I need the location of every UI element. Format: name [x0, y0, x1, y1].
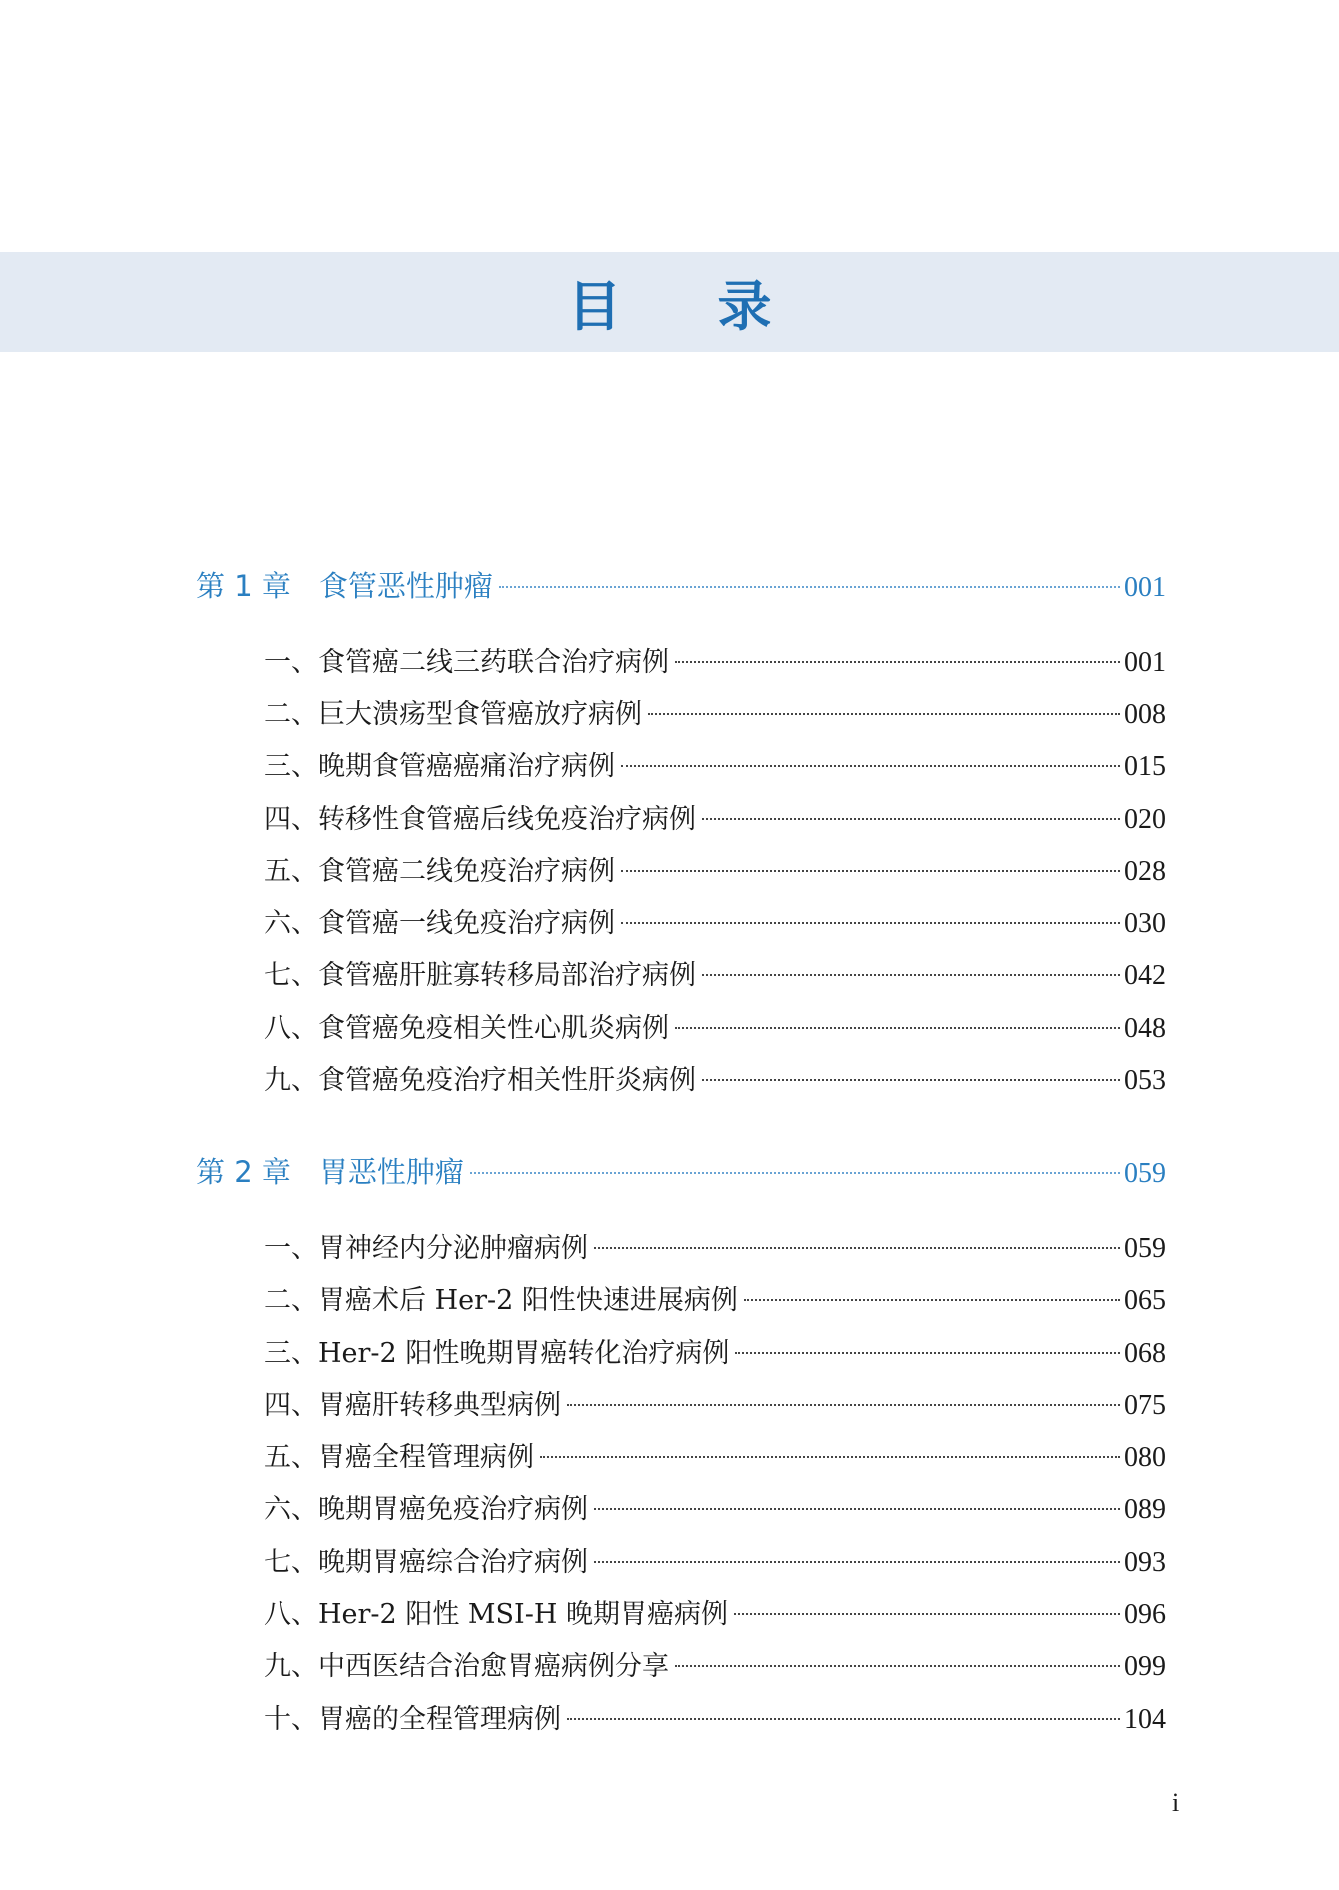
entry-title: 四、胃癌肝转移典型病例: [264, 1390, 561, 1421]
dot-leader: [734, 1613, 1120, 1615]
title-char-2: 录: [717, 274, 772, 338]
entry-title: 一、胃神经内分泌肿瘤病例: [264, 1233, 588, 1264]
entry-page: 015: [1124, 751, 1166, 782]
entry-title: 六、晚期胃癌免疫治疗病例: [264, 1494, 588, 1525]
dot-leader: [675, 1027, 1120, 1029]
entry-title: 四、转移性食管癌后线免疫治疗病例: [264, 804, 696, 835]
dot-leader: [675, 661, 1120, 663]
entry-page: 020: [1124, 804, 1166, 835]
chapter-page: 059: [1124, 1158, 1166, 1189]
dot-leader: [567, 1718, 1120, 1720]
toc-entry[interactable]: [264, 797, 1166, 836]
toc-entry[interactable]: [264, 1331, 1166, 1370]
entry-title: 七、晚期胃癌综合治疗病例: [264, 1547, 588, 1578]
dot-leader: [594, 1247, 1120, 1249]
entry-page: 059: [1124, 1233, 1166, 1264]
dot-leader: [648, 713, 1120, 715]
entry-page: 104: [1124, 1704, 1166, 1735]
entry-page: 048: [1124, 1013, 1166, 1044]
entry-page: 096: [1124, 1599, 1166, 1630]
entry-page: 089: [1124, 1494, 1166, 1525]
chapter-number: 第 2 章: [196, 1155, 291, 1189]
chapter-title: 胃恶性肿瘤: [318, 1155, 464, 1189]
entry-title: 五、食管癌二线免疫治疗病例: [264, 856, 615, 887]
toc-entry[interactable]: [264, 1058, 1166, 1097]
entry-title: 五、胃癌全程管理病例: [264, 1442, 534, 1473]
dot-leader: [744, 1299, 1120, 1301]
entry-title: 一、食管癌二线三药联合治疗病例: [264, 647, 669, 678]
toc-entry[interactable]: [264, 953, 1166, 992]
entry-page: 099: [1124, 1651, 1166, 1682]
dot-leader: [702, 1079, 1120, 1081]
toc-entry[interactable]: [264, 1226, 1166, 1265]
toc-entry[interactable]: [264, 692, 1166, 731]
chapter-1-heading: [196, 564, 493, 605]
dot-leader: [499, 586, 1120, 588]
entry-page: 080: [1124, 1442, 1166, 1473]
entry-page: 042: [1124, 960, 1166, 991]
entry-page: 075: [1124, 1390, 1166, 1421]
toc-entry[interactable]: [264, 640, 1166, 679]
page-number: i: [1172, 1788, 1180, 1817]
toc-entry[interactable]: [264, 1006, 1166, 1045]
dot-leader: [540, 1456, 1120, 1458]
entry-page: 008: [1124, 699, 1166, 730]
title-char-1: 目: [567, 274, 622, 338]
dot-leader: [594, 1508, 1120, 1510]
dot-leader: [702, 974, 1120, 976]
entry-title: 八、食管癌免疫相关性心肌炎病例: [264, 1013, 669, 1044]
toc-entry[interactable]: [264, 1644, 1166, 1683]
toc-chapter-1[interactable]: [196, 564, 1166, 605]
toc-entry[interactable]: [264, 744, 1166, 783]
entry-page: 065: [1124, 1285, 1166, 1316]
toc-entry[interactable]: [264, 1697, 1166, 1736]
entry-title: 二、胃癌术后 Her-2 阳性快速进展病例: [264, 1285, 738, 1316]
entry-title: 九、中西医结合治愈胃癌病例分享: [264, 1651, 669, 1682]
entry-title: 二、巨大溃疡型食管癌放疗病例: [264, 699, 642, 730]
entry-page: 093: [1124, 1547, 1166, 1578]
toc-entry[interactable]: [264, 1540, 1166, 1579]
dot-leader: [735, 1352, 1120, 1354]
entry-title: 八、Her-2 阳性 MSI-H 晚期胃癌病例: [264, 1599, 728, 1630]
dot-leader: [702, 818, 1120, 820]
toc-entry[interactable]: [264, 1592, 1166, 1631]
toc-entry[interactable]: [264, 1435, 1166, 1474]
entry-page: 053: [1124, 1065, 1166, 1096]
entry-title: 九、食管癌免疫治疗相关性肝炎病例: [264, 1065, 696, 1096]
entry-title: 十、胃癌的全程管理病例: [264, 1704, 561, 1735]
chapter-2-heading: [196, 1150, 464, 1191]
entry-page: 001: [1124, 647, 1166, 678]
dot-leader: [470, 1172, 1120, 1174]
toc-entry[interactable]: [264, 1278, 1166, 1317]
toc-entry[interactable]: [264, 1383, 1166, 1422]
dot-leader: [621, 765, 1120, 767]
dot-leader: [594, 1561, 1120, 1563]
toc-chapter-2[interactable]: [196, 1150, 1166, 1191]
chapter-number: 第 1 章: [196, 569, 291, 603]
entry-title: 七、食管癌肝脏寡转移局部治疗病例: [264, 960, 696, 991]
entry-page: 068: [1124, 1338, 1166, 1369]
toc-entry[interactable]: [264, 849, 1166, 888]
page-title: [0, 252, 1339, 352]
chapter-title: 食管恶性肿瘤: [318, 569, 493, 603]
dot-leader: [567, 1404, 1120, 1406]
toc-entry[interactable]: [264, 901, 1166, 940]
dot-leader: [675, 1665, 1120, 1667]
toc-entry[interactable]: [264, 1487, 1166, 1526]
chapter-page: 001: [1124, 572, 1166, 603]
dot-leader: [621, 922, 1120, 924]
entry-page: 030: [1124, 908, 1166, 939]
entry-title: 六、食管癌一线免疫治疗病例: [264, 908, 615, 939]
dot-leader: [621, 870, 1120, 872]
entry-title: 三、Her-2 阳性晚期胃癌转化治疗病例: [264, 1338, 730, 1369]
entry-page: 028: [1124, 856, 1166, 887]
entry-title: 三、晚期食管癌癌痛治疗病例: [264, 751, 615, 782]
